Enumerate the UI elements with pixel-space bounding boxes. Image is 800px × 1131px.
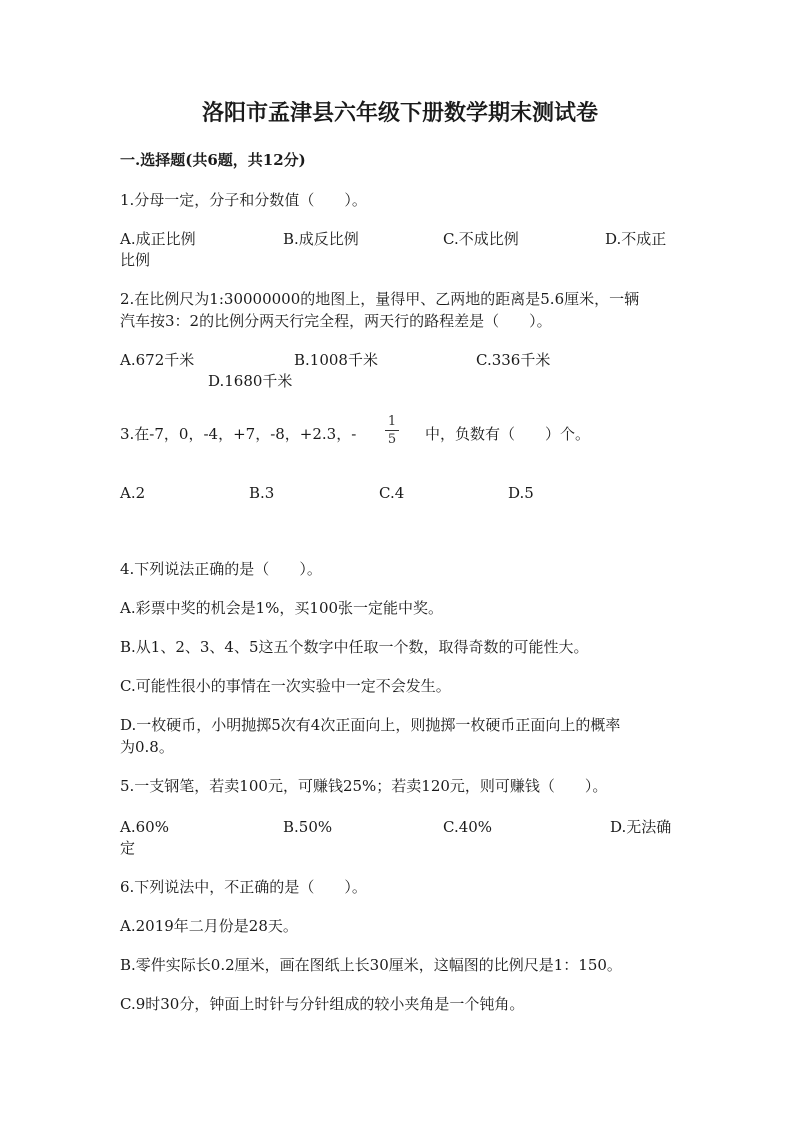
question-3-option-a: A.2 [120, 484, 146, 502]
question-2-option-b: B.1008千米 [294, 351, 378, 369]
fraction-numerator: 1 [387, 414, 397, 429]
question-2-option-a: A.672千米 [120, 351, 195, 369]
question-1-option-c: C.不成比例 [443, 230, 519, 248]
question-1-option-b: B.成反比例 [283, 230, 359, 248]
question-5-option-d: D.无法确 [610, 818, 672, 836]
section-heading: 一.选择题(共6题，共12分) [120, 151, 306, 169]
question-5-option-c: C.40% [443, 818, 493, 836]
question-4-option-a: A.彩票中奖的机会是1%，买100张一定能中奖。 [120, 599, 444, 617]
question-3-option-b: B.3 [249, 484, 275, 502]
question-6-option-c: C.9时30分，钟面上时针与分针组成的较小夹角是一个钝角。 [120, 995, 525, 1013]
question-1-option-d: D.不成正 [605, 230, 667, 248]
question-4-option-c: C.可能性很小的事情在一次实验中一定不会发生。 [120, 677, 451, 695]
fraction-one-fifth [382, 414, 402, 447]
question-3-option-d: D.5 [508, 484, 534, 502]
question-2-option-c: C.336千米 [476, 351, 551, 369]
question-3-option-c: C.4 [379, 484, 405, 502]
question-5-option-a: A.60% [120, 818, 169, 836]
question-4-stem: 4.下列说法正确的是（ ）。 [120, 560, 322, 578]
fraction-bar [385, 430, 399, 431]
page-title: 洛阳市孟津县六年级下册数学期末测试卷 [201, 100, 598, 126]
question-3-stem-part-2: 中，负数有（ ）个。 [425, 425, 591, 443]
question-5-option-b: B.50% [283, 818, 333, 836]
question-4-option-b: B.从1、2、3、4、5这五个数字中任取一个数，取得奇数的可能性大。 [120, 638, 589, 656]
question-4-option-d: D.一枚硬币，小明抛掷5次有4次正面向上，则抛掷一枚硬币正面向上的概率 [120, 716, 621, 734]
question-5-option-d-continued: 定 [120, 839, 136, 857]
question-5-stem: 5.一支钢笔，若卖100元，可赚钱25%；若卖120元，则可赚钱（ ）。 [120, 777, 608, 795]
question-6-option-b: B.零件实际长0.2厘米，画在图纸上长30厘米，这幅图的比例尺是1：150。 [120, 956, 622, 974]
question-1-option-a: A.成正比例 [120, 230, 196, 248]
question-4-option-d-continued: 为0.8。 [120, 738, 174, 756]
question-1-stem: 1.分母一定，分子和分数值（ ）。 [120, 191, 367, 209]
question-2-option-d: D.1680千米 [208, 372, 293, 390]
question-2-stem-line-1: 2.在比例尺为1:30000000的地图上，量得甲、乙两地的距离是5.6厘米，一辆 [120, 290, 640, 308]
question-6-stem: 6.下列说法中，不正确的是（ ）。 [120, 878, 367, 896]
question-1-option-d-continued: 比例 [120, 251, 151, 269]
question-3-stem-part-1: 3.在-7，0，-4，+7，-8，+2.3，- [120, 425, 357, 443]
question-2-stem-line-2: 汽车按3：2的比例分两天行完全程，两天行的路程差是（ ）。 [120, 312, 552, 330]
fraction-denominator: 5 [387, 432, 397, 447]
question-6-option-a: A.2019年二月份是28天。 [120, 917, 298, 935]
